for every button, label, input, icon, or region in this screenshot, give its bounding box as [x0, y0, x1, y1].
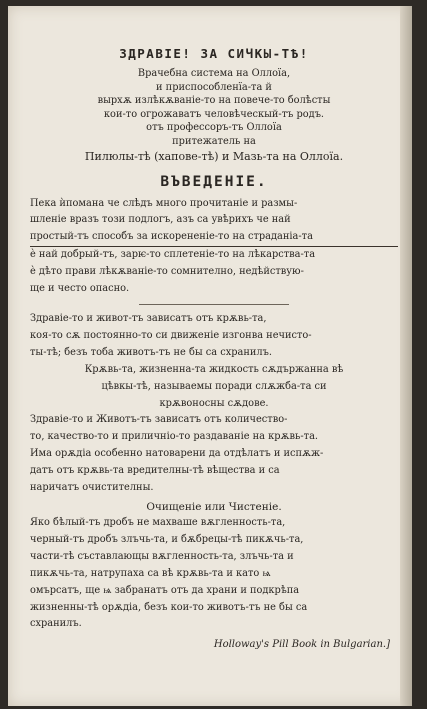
text-line: простый-тъ способъ за искорененіе-то на страданіа-та [30, 229, 398, 247]
text-line: омърсатъ, ще ѩ забранатъ отъ да храни и подкрѣпа [30, 584, 300, 596]
text-line: Яко бѣлый-тъ дробъ не махваше вѫгленность-та, [30, 516, 286, 528]
subtitle-line: Врачебна система на Оллоїа, [137, 68, 291, 79]
text-line: схранилъ. [30, 618, 82, 630]
text-line: ты-тѣ; безъ тоба животъ-тъ не бы са схранилъ. [30, 346, 272, 358]
subtitle-line: Пилюлы-тѣ (хапове-тѣ) и Мазь-та на Оллоїа. [84, 149, 344, 163]
text-line: Крѫвь-та, жизненна-та жидкость сѫдържанна вѣ [84, 363, 344, 375]
text-line: части-тѣ съставлающы вѫгленность-та, злъчь-та и [30, 550, 294, 562]
paragraph-health [30, 412, 398, 497]
text-line: цѣвкы-тѣ, называемы поради слѫжба-та си [101, 380, 327, 392]
text-line: Здравіе-то и Животъ-тъ зависатъ отъ количество- [30, 414, 288, 426]
subtitle-block [30, 67, 398, 164]
text-line: пикѫчь-та, натрупаха са вѣ крѫвь-та и като ѩ [30, 567, 271, 579]
page-title: ЗДРАВІЕ! ЗА СИЧКЫ-ТѢ! [119, 46, 309, 61]
page-edge [400, 6, 412, 706]
text-line: то, качество-то и приличніо-то раздаваніе на крѫвь-та. [30, 431, 319, 443]
text-line: Пека ѝпомана че слѣдъ много прочитаніе и размы- [30, 197, 298, 209]
text-line: наричатъ очистителны. [30, 482, 154, 494]
section-title: Очищеніе или Чистеніе. [146, 500, 282, 513]
paragraph-intro [30, 196, 398, 298]
text-line: датъ отъ крѫвь-та вредителны-тѣ вѣщества и са [30, 465, 280, 477]
text-line: Има орѫдіа особенно натоварени да отдѣлатъ и испѫж- [30, 448, 324, 460]
subtitle-line: отъ профессоръ-тъ Оллоїа [146, 122, 282, 134]
divider [139, 304, 289, 305]
paragraph-blood [30, 311, 398, 362]
subtitle-line: вырхѫ излѣкѫваніе-то на повече-то болѣсты [97, 95, 331, 107]
subtitle-line: и приспособленїа-та й [156, 81, 272, 93]
source-caption: Holloway's Pill Book in Bulgarian.] [213, 639, 390, 651]
section-heading: ВЪВЕДЕНІЕ. [160, 173, 268, 190]
document-page [8, 6, 412, 706]
text-line: ѐ най добрый-тъ, зарѥ-то сплетеніе-то на лѣкарства-та [30, 249, 316, 261]
text-line: крѫвоносны сѫдове. [159, 397, 269, 409]
text-line: шленіе вразъ този подлогъ, азъ са увѣрихъ че най [30, 214, 291, 226]
text-line: Здравіе-то и живот-тъ зависатъ отъ крѫвь-та, [30, 313, 267, 324]
text-line: черный-тъ дробъ злъчь-та, и бѫбрецы-тѣ пикѫчь-та, [30, 533, 304, 545]
paragraph-cleansing [30, 515, 398, 633]
paragraph-vessels [30, 362, 398, 413]
page-content [30, 46, 398, 650]
subtitle-line: притежатель на [172, 135, 256, 147]
text-line: ѐ дѣто прави лѣкѫваніе-то сомнително, недѣйствую- [30, 266, 304, 278]
text-line: ще и често опасно. [30, 283, 130, 295]
text-line: коя-то сѫ постоянно-то си движеніе изгонва нечисто- [30, 329, 312, 341]
text-line: жизненны-тѣ орѫдіа, безъ кои-то животъ-тъ не бы са [30, 601, 308, 613]
subtitle-line: кои-то огрожаватъ человѣческый-тъ родъ. [103, 108, 325, 120]
